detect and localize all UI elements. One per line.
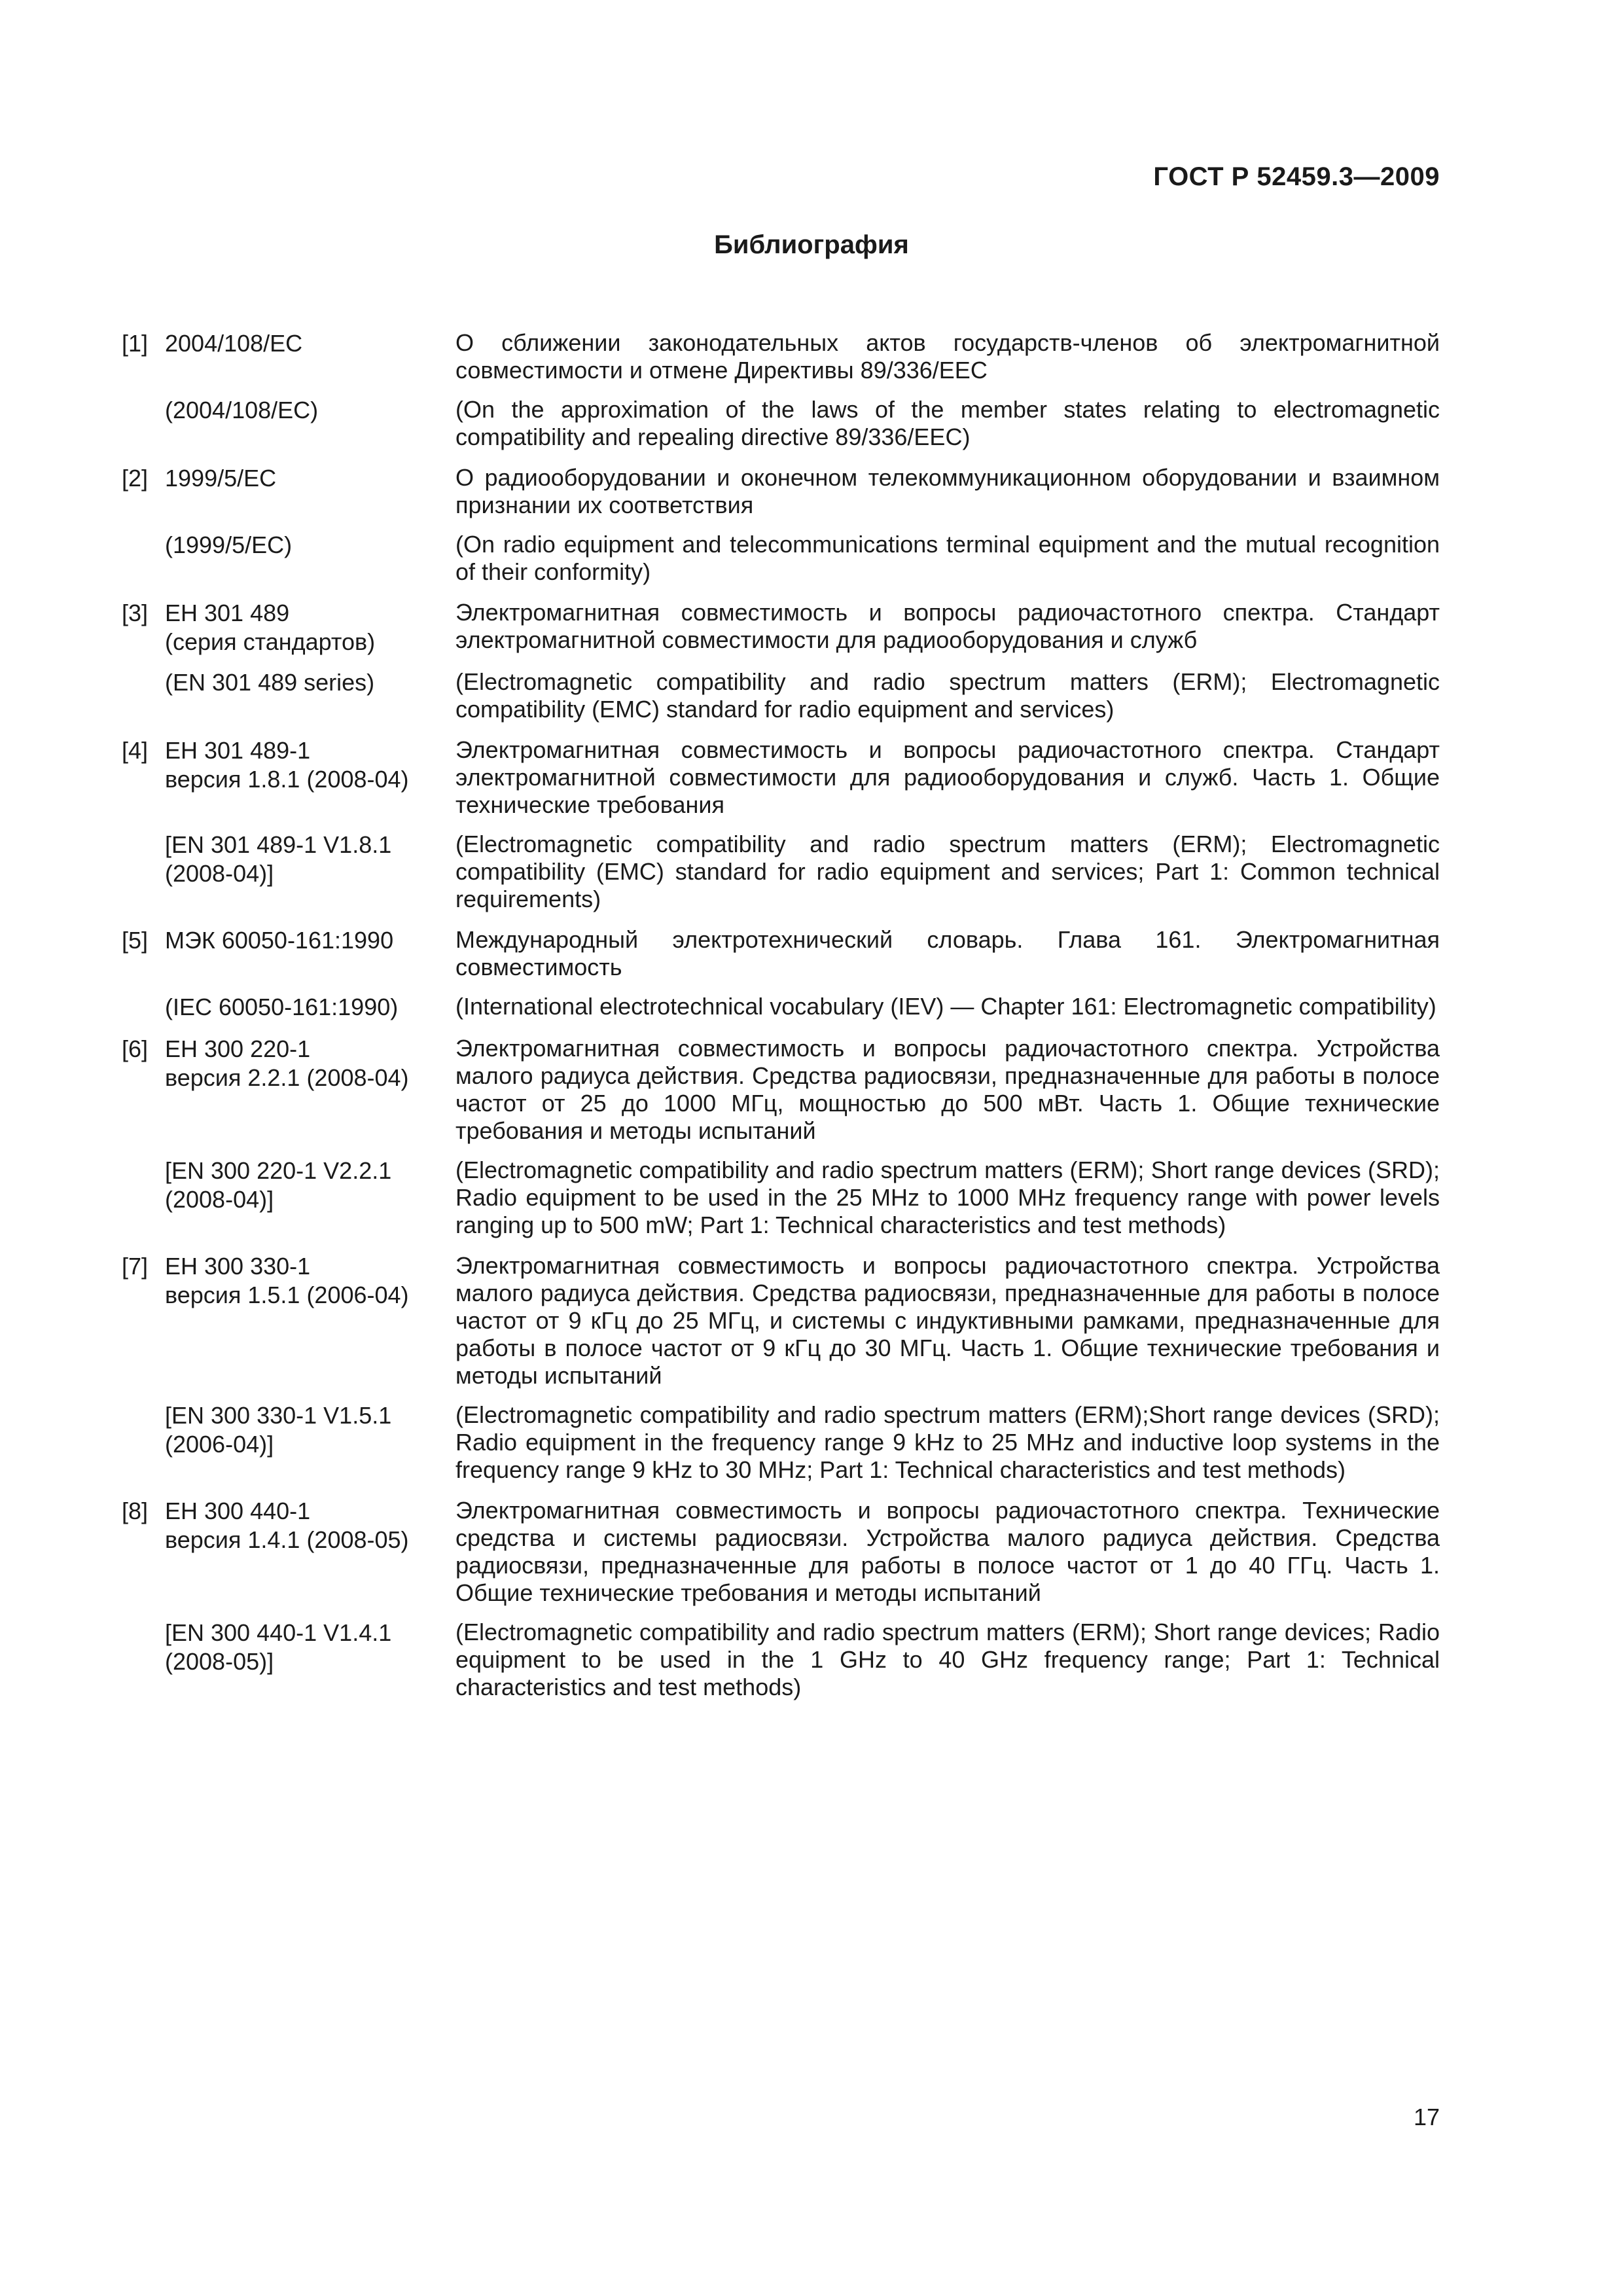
entry-number: [8] <box>122 1498 149 1524</box>
bibliography-entry-en <box>122 1157 1440 1239</box>
entry-reference-ru: ЕН 301 489 (серия стандартов) <box>165 600 376 655</box>
entry-reference-ru: ЕН 300 330-1 версия 1.5.1 (2006-04) <box>165 1253 409 1308</box>
entry-reference-ru: ЕН 300 440-1 версия 1.4.1 (2008-05) <box>165 1498 409 1553</box>
entry-reference-en: [EN 300 440-1 V1.4.1 (2008-05)] <box>165 1619 392 1675</box>
entry-description-ru: Электромагнитная совместимость и вопросы радиочастотного спектра. Стандарт электромагнитной совместимости для радиооборудования и служб <box>455 599 1440 653</box>
entry-description-en: (Electromagnetic compatibility and radio spectrum matters (ERM); Electromagnetic compatibility (EMC) standard for radio equipment and services; Part 1: Common technical requirements) <box>455 831 1440 912</box>
entry-reference-en: [EN 301 489-1 V1.8.1 (2008-04)] <box>165 831 392 887</box>
entry-reference-en: (2004/108/ЕС) <box>165 397 319 423</box>
entry-description-ru: Электромагнитная совместимость и вопросы радиочастотного спектра. Устройства малого радиуса действия. Средства радиосвязи, предназначенные для работы в полосе частот от 25 до 1000 МГц, мощностью до 500 мВт. Часть 1. Общие технические требования и методы испытаний <box>455 1035 1440 1144</box>
entry-description-ru: О сближении законодательных актов государств-членов об электромагнитной совместимости и отмене Директивы 89/336/ЕЕС <box>455 329 1440 384</box>
entry-description-en: (Electromagnetic compatibility and radio spectrum matters (ERM); Electromagnetic compatibility (EMC) standard for radio equipment and services) <box>455 668 1440 723</box>
entry-reference-en: (IEC 60050-161:1990) <box>165 994 399 1020</box>
page-number: 17 <box>1413 2104 1440 2130</box>
bibliography-title: Библиография <box>714 230 909 259</box>
entry-reference-ru: 1999/5/ЕС <box>165 465 277 492</box>
entry-description-en: (Electromagnetic compatibility and radio spectrum matters (ERM);Short range devices (SRD); Radio equipment in the frequency range 9 kHz to 25 MHz and inductive loop systems in the frequency range 9 kHz to 30 MHz; Part 1: Technical characteristics and test methods) <box>455 1401 1440 1483</box>
bibliography-entry-ru <box>122 464 1440 519</box>
entry-description-ru: Международный электротехнический словарь. Глава 161. Электромагнитная совместимость <box>455 926 1440 980</box>
bibliography-entry-en <box>122 993 1440 1022</box>
entry-reference-en: (EN 301 489 series) <box>165 669 375 696</box>
bibliography-entry-en <box>122 396 1440 451</box>
entry-reference-ru: МЭК 60050-161:1990 <box>165 927 394 954</box>
entry-number: [7] <box>122 1253 149 1280</box>
entry-description-en: (Electromagnetic compatibility and radio spectrum matters (ERM); Short range devices; Radio equipment to be used in the 1 GHz to 40 GHz frequency range; Part 1: Technical characteristics and test methods) <box>455 1619 1440 1700</box>
bibliography-entry-en <box>122 668 1440 723</box>
entry-description-en: (On radio equipment and telecommunications terminal equipment and the mutual recognition of their conformity) <box>455 531 1440 585</box>
bibliography-list <box>122 329 1440 1701</box>
entry-number: [1] <box>122 330 149 357</box>
entry-description-en: (On the approximation of the laws of the member states relating to electromagnetic compatibility and repealing directive 89/336/EEC) <box>455 396 1440 450</box>
bibliography-entry-ru <box>122 1497 1440 1607</box>
bibliography-entry-en <box>122 1401 1440 1484</box>
bibliography-entry-ru <box>122 1035 1440 1145</box>
bibliography-entry-en <box>122 1619 1440 1701</box>
bibliography-entry-ru <box>122 599 1440 656</box>
entry-description-ru: Электромагнитная совместимость и вопросы радиочастотного спектра. Устройства малого радиуса действия. Средства радиосвязи, предназначенные для работы в полосе частот от 9 кГц до 25 МГц, и системы с индуктивными рамками, предназначенные для работы в полосе частот от 9 кГц до 30 МГц. Часть 1. Общие технические требования и методы испытаний <box>455 1252 1440 1389</box>
entry-reference-en: [EN 300 220-1 V2.2.1 (2008-04)] <box>165 1157 392 1213</box>
entry-number: [6] <box>122 1035 149 1062</box>
bibliography-entry-en <box>122 831 1440 913</box>
entry-description-ru: О радиооборудовании и оконечном телекоммуникационном оборудовании и взаимном признании их соответствия <box>455 464 1440 518</box>
entry-reference-ru: ЕН 301 489-1 версия 1.8.1 (2008-04) <box>165 737 409 793</box>
entry-reference-en: [EN 300 330-1 V1.5.1 (2006-04)] <box>165 1402 392 1458</box>
entry-reference-ru: ЕН 300 220-1 версия 2.2.1 (2008-04) <box>165 1035 409 1091</box>
entry-reference-en: (1999/5/ЕС) <box>165 531 293 558</box>
entry-description-en: (International electrotechnical vocabulary (IEV) — Chapter 161: Electromagnetic compatibility) <box>455 993 1436 1020</box>
entry-reference-ru: 2004/108/ЕС <box>165 330 303 357</box>
document-designation: ГОСТ Р 52459.3—2009 <box>1153 162 1440 191</box>
bibliography-entry-ru <box>122 329 1440 384</box>
entry-description-ru: Электромагнитная совместимость и вопросы радиочастотного спектра. Стандарт электромагнитной совместимости для радиооборудования и служб. Часть 1. Общие технические требования <box>455 736 1440 818</box>
entry-description-ru: Электромагнитная совместимость и вопросы радиочастотного спектра. Технические средства и системы радиосвязи. Устройства малого радиуса действия. Средства радиосвязи, предназначенные для работы в полосе частот от 1 до 40 ГГц. Часть 1. Общие технические требования и методы испытаний <box>455 1497 1440 1606</box>
entry-number: [3] <box>122 600 149 626</box>
entry-description-en: (Electromagnetic compatibility and radio spectrum matters (ERM); Short range devices (SRD); Radio equipment to be used in the 25 MHz to 1000 MHz frequency range with power levels ranging up to 500 mW; Part 1: Technical characteristics and test methods) <box>455 1157 1440 1238</box>
bibliography-entry-ru <box>122 1252 1440 1390</box>
bibliography-entry-ru <box>122 926 1440 981</box>
entry-number: [4] <box>122 737 149 764</box>
bibliography-entry-en <box>122 531 1440 586</box>
bibliography-entry-ru <box>122 736 1440 819</box>
entry-number: [5] <box>122 927 149 954</box>
entry-number: [2] <box>122 465 149 492</box>
